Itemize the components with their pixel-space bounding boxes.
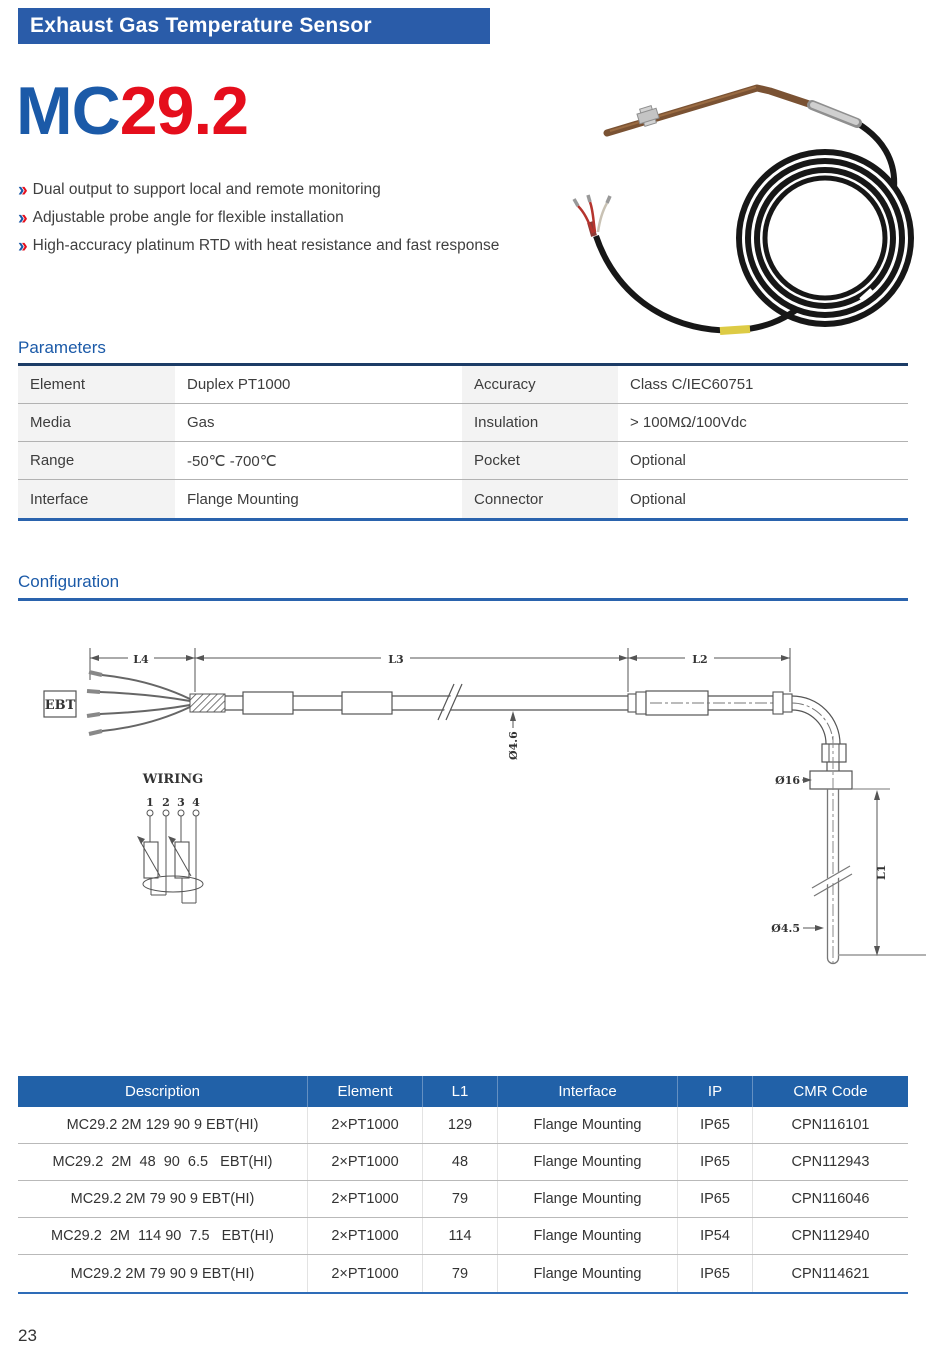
cell-l1: 79 bbox=[423, 1255, 498, 1292]
cell-element: 2×PT1000 bbox=[308, 1107, 423, 1143]
dim-label-dia-probe: Ø4.5 bbox=[771, 922, 800, 935]
terminal-number: 1 bbox=[146, 796, 154, 809]
param-label: Interface bbox=[18, 480, 175, 518]
parameters-row bbox=[18, 480, 908, 518]
cell-ip: IP54 bbox=[678, 1218, 753, 1254]
param-label: Range bbox=[18, 442, 175, 479]
cell-ip: IP65 bbox=[678, 1107, 753, 1143]
parameters-row bbox=[18, 366, 908, 404]
parameters-row bbox=[18, 442, 908, 480]
param-value: Optional bbox=[630, 490, 686, 508]
cell-description: MC29.2 2M 48 90 6.5 EBT(HI) bbox=[18, 1144, 308, 1180]
cell-interface: Flange Mounting bbox=[498, 1181, 678, 1217]
cell-l1: 48 bbox=[423, 1144, 498, 1180]
ebt-label: EBT bbox=[44, 698, 76, 713]
double-chevron-icon: ›› bbox=[18, 207, 25, 229]
cell-l1: 79 bbox=[423, 1181, 498, 1217]
terminal-number: 2 bbox=[162, 796, 170, 809]
cell-description: MC29.2 2M 79 90 9 EBT(HI) bbox=[18, 1181, 308, 1217]
cell-cmr: CPN112940 bbox=[791, 1228, 870, 1244]
wiring-label: WIRING bbox=[142, 772, 204, 787]
cell-ip: IP65 bbox=[678, 1181, 753, 1217]
cell-element: 2×PT1000 bbox=[308, 1144, 423, 1180]
configuration-title: Configuration bbox=[18, 572, 120, 591]
cell-description: MC29.2 2M 129 90 9 EBT(HI) bbox=[18, 1107, 308, 1143]
table-row bbox=[18, 1107, 908, 1144]
dim-label-dia-flange: Ø16 bbox=[775, 774, 800, 787]
section-rule bbox=[18, 598, 908, 601]
param-label: Accuracy bbox=[462, 366, 618, 403]
cell-ip: IP65 bbox=[678, 1144, 753, 1180]
column-header-element: Element bbox=[308, 1076, 423, 1107]
param-label: Element bbox=[18, 366, 175, 403]
param-value: Duplex PT1000 bbox=[187, 376, 291, 393]
param-label: Pocket bbox=[462, 442, 618, 479]
dim-label-l3: L3 bbox=[388, 653, 404, 666]
feature-item bbox=[18, 176, 499, 204]
page-title: Exhaust Gas Temperature Sensor bbox=[18, 8, 490, 44]
dim-label-l4: L4 bbox=[133, 653, 149, 666]
parameters-table bbox=[18, 363, 908, 521]
terminal-number: 3 bbox=[177, 796, 185, 809]
feature-text: Adjustable probe angle for flexible installation bbox=[32, 209, 344, 226]
column-header-description: Description bbox=[18, 1076, 308, 1107]
column-header-l1: L1 bbox=[423, 1076, 498, 1107]
param-value: Flange Mounting bbox=[187, 490, 299, 508]
double-chevron-icon: ›› bbox=[18, 179, 25, 201]
cell-cmr: CPN116046 bbox=[791, 1191, 870, 1207]
product-photo bbox=[560, 60, 926, 350]
cell-interface: Flange Mounting bbox=[498, 1107, 678, 1143]
param-value: -50℃ -700℃ bbox=[187, 452, 277, 470]
cell-description: MC29.2 2M 79 90 9 EBT(HI) bbox=[18, 1255, 308, 1292]
param-value: Gas bbox=[187, 414, 215, 431]
parameters-title: Parameters bbox=[18, 338, 106, 357]
page-number: 23 bbox=[18, 1326, 37, 1345]
cell-interface: Flange Mounting bbox=[498, 1144, 678, 1180]
feature-item bbox=[18, 204, 499, 232]
cell-cmr: CPN116101 bbox=[791, 1117, 870, 1133]
param-label: Connector bbox=[462, 480, 618, 518]
column-header-interface: Interface bbox=[498, 1076, 678, 1107]
model-prefix: MC bbox=[16, 73, 120, 149]
model-name bbox=[16, 72, 248, 150]
dim-label-dia-cable: Ø4.6 bbox=[507, 731, 520, 760]
dim-label-l2: L2 bbox=[692, 653, 708, 666]
cell-element: 2×PT1000 bbox=[308, 1218, 423, 1254]
feature-text: High-accuracy platinum RTD with heat resistance and fast response bbox=[32, 237, 500, 254]
cell-interface: Flange Mounting bbox=[498, 1255, 678, 1292]
table-row bbox=[18, 1255, 908, 1292]
order-table-header bbox=[18, 1076, 908, 1107]
model-suffix: 29.2 bbox=[119, 73, 249, 149]
double-chevron-icon: ›› bbox=[18, 235, 25, 257]
cell-l1: 129 bbox=[423, 1107, 498, 1143]
feature-list bbox=[18, 176, 499, 260]
cell-element: 2×PT1000 bbox=[308, 1255, 423, 1292]
param-label: Media bbox=[18, 404, 175, 441]
column-header-cmr: CMR Code bbox=[793, 1083, 868, 1100]
param-value: Optional bbox=[630, 452, 686, 469]
dim-label-l1: L1 bbox=[875, 864, 888, 880]
column-header-ip: IP bbox=[678, 1076, 753, 1107]
feature-text: Dual output to support local and remote monitoring bbox=[32, 181, 381, 198]
param-value: > 100MΩ/100Vdc bbox=[630, 414, 747, 431]
table-row bbox=[18, 1144, 908, 1181]
cell-interface: Flange Mounting bbox=[498, 1218, 678, 1254]
param-label: Insulation bbox=[462, 404, 618, 441]
table-row bbox=[18, 1218, 908, 1255]
param-value: Class C/IEC60751 bbox=[630, 376, 754, 393]
cell-description: MC29.2 2M 114 90 7.5 EBT(HI) bbox=[18, 1218, 308, 1254]
cell-ip: IP65 bbox=[678, 1255, 753, 1292]
parameters-row bbox=[18, 404, 908, 442]
configuration-drawing bbox=[0, 628, 926, 1023]
cell-cmr: CPN112943 bbox=[791, 1154, 870, 1170]
table-row bbox=[18, 1181, 908, 1218]
terminal-number: 4 bbox=[192, 796, 200, 809]
cell-cmr: CPN114621 bbox=[791, 1265, 870, 1282]
feature-item bbox=[18, 232, 499, 260]
cell-element: 2×PT1000 bbox=[308, 1181, 423, 1217]
order-table bbox=[18, 1076, 908, 1294]
cell-l1: 114 bbox=[423, 1218, 498, 1254]
